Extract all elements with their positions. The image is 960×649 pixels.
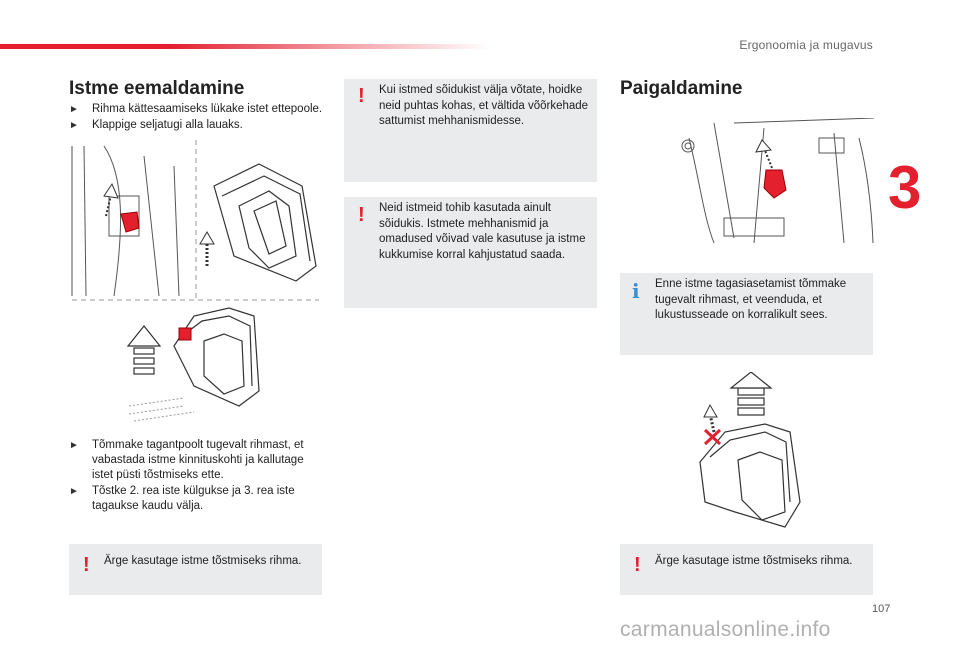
section-heading-installation: Paigaldamine [620,78,743,99]
exclamation-icon: ! [358,204,365,226]
bullet-list-top [69,102,324,134]
warning-text: Neid istmeid tohib kasutada ainult sõidukis. Istmete mehhanismid ja omadused võivad vale kasutuse ja istme kukkumise korral kahjustatud saada. [379,202,586,261]
list-item-text: Klappige seljatugi alla lauaks. [92,119,243,131]
bullet-list-bottom [69,438,324,515]
seat-lift-illustration [690,372,810,537]
warning-text: Ärge kasutage istme tõstmiseks rihma. [655,555,853,567]
info-icon: i [632,279,640,303]
warning-text: Kui istmed sõidukist välja võtate, hoidke neid puhtas kohas, et vältida võõrkehade sattumist mehhanismidesse. [379,84,589,127]
list-item [69,484,324,514]
seat-install-illustration [674,118,874,248]
warning-text: Ärge kasutage istme tõstmiseks rihma. [104,555,302,567]
seat-removal-illustration [64,136,326,426]
exclamation-icon: ! [634,554,641,576]
list-item-text: Tõmmake tagantpoolt tugevalt rihmast, et vabastada istme kinnituskohti ja kallutage istet püsti tõstmiseks ette. [92,439,304,481]
section-heading-removal: Istme eemaldamine [69,78,245,99]
info-text: Enne istme tagasiasetamist tõmmake tugevalt rihmast, et veenduda, et lukustusseade on korralikult sees. [655,278,847,321]
exclamation-icon: ! [83,554,90,576]
list-item [69,118,324,133]
triangle-bullet-icon: ► [69,440,79,451]
warning-box-right [620,544,873,595]
list-item [69,102,324,117]
warning-box-middle-1 [344,79,597,182]
triangle-bullet-icon: ► [69,486,79,497]
exclamation-icon: ! [358,85,365,107]
watermark: carmanualsonline.info [620,618,831,641]
list-item-text: Tõstke 2. rea iste külgukse ja 3. rea iste tagaukse kaudu välja. [92,485,295,512]
triangle-bullet-icon: ► [69,104,79,115]
page-number: 107 [872,603,891,615]
list-item-text: Rihma kättesaamiseks lükake istet ettepoole. [92,103,323,115]
triangle-bullet-icon: ► [69,120,79,131]
header-accent-bar [0,44,490,49]
warning-box-left [69,544,322,595]
list-item [69,438,324,483]
warning-box-middle-2 [344,197,597,308]
info-box-right [620,273,873,355]
chapter-number: 3 [888,154,922,221]
section-title: Ergonoomia ja mugavus [739,38,873,52]
